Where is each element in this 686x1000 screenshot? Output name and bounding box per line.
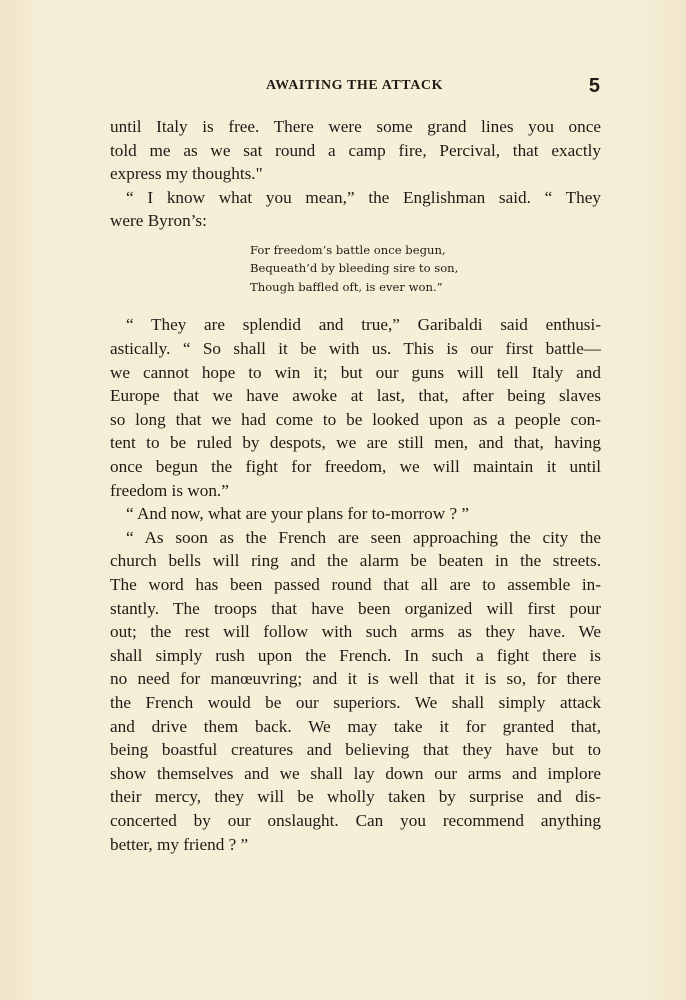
text-line: their mercy, they will be wholly taken by surprise and dis- — [110, 787, 601, 807]
text-line: better, my friend ? ” — [110, 834, 249, 854]
paragraph — [110, 313, 601, 502]
body-text — [110, 115, 601, 856]
text-line: “ I know what you mean,” the Englishman said. “ They — [126, 187, 601, 207]
text-line: being boastful creatures and believing that they have but to — [110, 740, 601, 760]
paragraph — [110, 115, 601, 186]
text-line: concerted by our onslaught. Can you recommend anything — [110, 810, 601, 830]
text-line: freedom is won.” — [110, 480, 229, 500]
text-line: “ And now, what are your plans for to-morrow ? ” — [126, 504, 470, 524]
text-line: The word has been passed round that all are to assemble in- — [110, 575, 601, 594]
text-line: shall simply rush upon the French. In such a fight there is — [110, 645, 601, 665]
text-line: Europe that we have awoke at last, that, after being slaves — [110, 386, 601, 406]
text-line: until Italy is free. There were some grand lines you once — [110, 117, 601, 136]
text-line: “ As soon as the French are seen approaching the city the — [126, 527, 601, 547]
text-line: show themselves and we shall lay down our arms and implore — [110, 763, 601, 783]
paragraph — [110, 502, 601, 526]
text-line: we cannot hope to win it; but our guns will tell Italy and — [110, 362, 601, 382]
text-line: express my thoughts." — [110, 164, 263, 184]
paragraph — [110, 186, 601, 233]
text-line: the French would be our superiors. We shall simply attack — [110, 692, 601, 712]
text-line: out; the rest will follow with such arms as they have. We — [110, 622, 601, 642]
page-header — [110, 75, 604, 100]
text-line: no need for manœuvring; and it is well that it is so, for there — [110, 669, 601, 689]
text-line: so long that we had come to be looked upon as a people con- — [110, 409, 601, 429]
verse-quote — [250, 241, 601, 297]
text-line: church bells will ring and the alarm be beaten in the streets. — [110, 551, 601, 571]
paragraph — [110, 526, 601, 856]
verse-line: For freedom’s battle once begun, — [250, 242, 446, 257]
text-line: told me as we sat round a camp fire, Percival, that exactly — [110, 140, 601, 160]
text-line: “ They are splendid and true,” Garibaldi said enthusi- — [126, 315, 601, 335]
text-line: astically. “ So shall it be with us. This is our first battle— — [110, 339, 601, 359]
running-title: AWAITING THE ATTACK — [266, 78, 444, 93]
text-line: and drive them back. We may take it for granted that, — [110, 716, 601, 736]
verse-line: Though baffled oft, is ever won.” — [250, 279, 443, 294]
text-line: were Byron’s: — [110, 211, 207, 231]
text-line: once begun the fight for freedom, we will maintain it until — [110, 457, 601, 477]
verse-line: Bequeath’d by bleeding sire to son, — [250, 261, 459, 276]
text-line: tent to be ruled by despots, we are still men, and that, having — [110, 433, 601, 453]
text-line: stantly. The troops that have been organized will first pour — [110, 598, 601, 618]
page-number: 5 — [588, 75, 600, 97]
